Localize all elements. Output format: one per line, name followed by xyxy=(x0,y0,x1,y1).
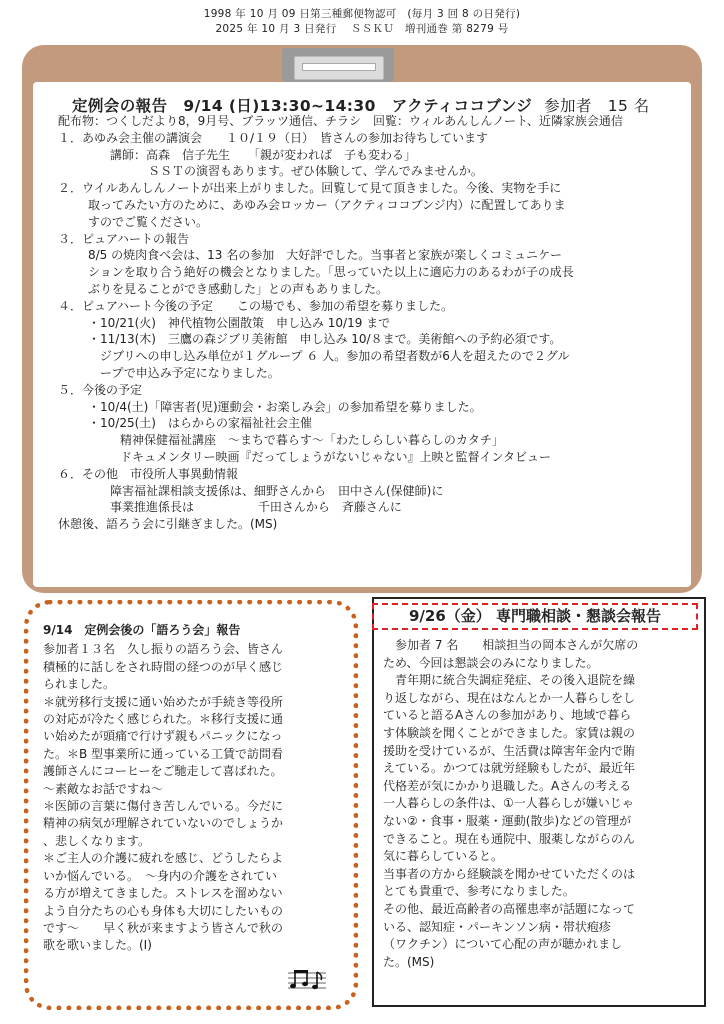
report-line: 障害福祉課相談支援係は、細野さんから 田中さん(保健師)に xyxy=(110,483,444,498)
consult-line: ていると語るAさんの参加があり、地域で暮ら xyxy=(383,708,632,723)
consult-line: とても貴重で、参考になりました。 xyxy=(383,884,575,899)
katarou-section xyxy=(43,622,349,955)
report-line: ４．ピュアハート今後の予定 この場でも、参加の希望を募りました。 xyxy=(58,298,454,313)
katarou-line: 、悲しくなります。 xyxy=(43,833,151,848)
music-notes-icon xyxy=(286,967,328,993)
report-body xyxy=(58,113,688,533)
katarou-line: の対応が冷たく感じられた。＊移行支援に通 xyxy=(43,712,284,727)
consult-line: 代格差が気にかかり退職した。Aさんの考える xyxy=(383,778,632,793)
consult-line: （ワクチン）について心配の声が聴かれまし xyxy=(383,937,623,952)
consult-line: 援助を受けているが、生活費は障害年金内で賄 xyxy=(383,743,636,758)
consult-line: ない②・食事・服薬・運動(散歩)などの管理が xyxy=(383,813,632,828)
consult-line: えている。かつては就労経験もしたが、最近年 xyxy=(383,761,636,776)
consult-line: 気に暮らしていると。 xyxy=(383,849,504,864)
katarou-body xyxy=(43,641,349,954)
katarou-line: ～素敵なお話ですね～ xyxy=(43,781,164,796)
report-line: 取ってみたい方のために、あゆみ会ロッカー（アクティココブンジ内）に配置してありま xyxy=(88,197,566,212)
report-line: ションを取り合う絶好の機会となりました。「思っていた以上に適応力のあるわが子の成長 xyxy=(88,265,574,280)
report-attendance: 参加者 15 名 xyxy=(544,97,650,115)
katarou-line: よう自分たちの心も身体も大切にしたいもの xyxy=(43,903,284,918)
clipboard-clip-slot xyxy=(302,63,376,71)
report-line: ・11/13(木) 三鷹の森ジブリ美術館 申し込み 10/８まで。美術館への予約必須です。 xyxy=(88,332,562,347)
consult-line: 当事者の方から経験談を聞かせていただくのは xyxy=(383,866,636,881)
consult-body xyxy=(383,637,701,971)
katarou-line: 精神の病気が理解されていないのでしょうか xyxy=(43,816,284,831)
consult-line: 参加者 7 名 相談担当の岡本さんが欠席の xyxy=(383,638,639,652)
katarou-line: 歌を歌いました。(I) xyxy=(43,938,152,953)
report-line: ＳＳＴの演習もあります。ぜひ体験して、学んでみませんか。 xyxy=(148,164,483,179)
consult-line: できること。現在も通院中、服薬しながらのん xyxy=(383,831,636,846)
report-line: ドキュメンタリー映画『だってしょうがないじゃない』上映と監督インタビュー xyxy=(120,449,552,464)
katarou-line: ＊医師の言葉に傷付き苦しんでいる。今だに xyxy=(43,799,284,814)
report-line: ープで申込み予定になりました。 xyxy=(88,365,280,380)
report-line: すのでご覧ください。 xyxy=(88,214,209,229)
report-line: ・10/21(火) 神代植物公園散策 申し込み 10/19 まで xyxy=(88,315,391,330)
report-line: ３．ピュアハートの報告 xyxy=(58,231,190,246)
report-line: １．あゆみ会主催の講演会 １０/１９（日） 皆さんの参加お待ちしています xyxy=(58,130,489,145)
katarou-line: られました。 xyxy=(43,677,116,692)
report-venue: アクティココブンジ xyxy=(391,97,533,115)
report-line: ぶりを見ることができ感動した」との声もありました。 xyxy=(88,281,389,296)
report-line: 8/5 の焼肉食べ会は、13 名の参加 大好評でした。当事者と家族が楽しくコミュニケー xyxy=(88,248,562,263)
consult-line: た。(MS) xyxy=(383,954,435,969)
report-line: 事業推進係長は 千田さんから 斉藤さんに xyxy=(110,500,402,515)
consult-line: その他、最近高齢者の高罹患率が話題になって xyxy=(383,901,636,916)
report-datetime: 9/14 (日)13:30~14:30 xyxy=(183,97,376,115)
katarou-line: た。＊B 型事業所に通っている工賃で訪問看 xyxy=(43,746,284,761)
report-line: 講師：高森 信子先生 「親が変われば 子も変わる」 xyxy=(110,147,417,162)
katarou-line: る方が増えてきました。ストレスを溜めない xyxy=(43,886,283,901)
consult-line: 一人暮らしの条件は、①一人暮らしが嫌いじゃ xyxy=(383,796,634,811)
report-line: ジブリへの申し込み単位が１グループ ６ 人。参加の希望者数が6人を超えたので２グル xyxy=(88,349,570,364)
katarou-line: い始めたが頭痛で行けず親もパニックになっ xyxy=(43,729,283,744)
consult-line: す体験談を聞くことができました。家賃は親の xyxy=(383,725,636,740)
katarou-line: いか悩んでいる。 ～身内の介護をされてい xyxy=(43,868,278,883)
report-line: ・10/25(土) はらからの家福祉社会主催 xyxy=(88,416,312,431)
katarou-line: ＊就労移行支援に通い始めたが手続き等役所 xyxy=(43,694,284,709)
report-line: ２．ウイルあんしんノートが出来上がりました。回覧して見て頂きました。今後、実物を手に xyxy=(58,181,562,196)
katarou-line: 護師さんにコーヒーをご馳走して喜ばれた。 xyxy=(43,764,283,779)
consult-title: 9/26（金） 専門職相談・懇談会報告 xyxy=(372,603,698,630)
header-line-1: 1998 年 10 月 09 日第三種郵便物認可 (毎月 3 回 8 の日発行) xyxy=(203,8,521,20)
katarou-line: 参加者１３名 久し振りの語ろう会、皆さん xyxy=(43,642,284,657)
consult-line: ため、今回は懇談会のみになりました。 xyxy=(383,655,599,670)
katarou-line: です～ 早く秋が来ますよう皆さんで秋の xyxy=(43,920,284,935)
consult-line: 青年期に統合失調症発症、その後入退院を繰 xyxy=(383,673,636,688)
report-line: 休憩後、語ろう会に引継ぎました。(MS) xyxy=(58,517,278,532)
header-line-2: 2025 年 10 月 3 日発行 ＳＳＫＵ 増刊通巻 第 8279 号 xyxy=(215,23,509,35)
report-line: ６．その他 市役所人事異動情報 xyxy=(58,466,239,481)
report-line: ５．今後の予定 xyxy=(58,382,143,397)
katarou-title: 9/14 定例会後の「語ろう会」報告 xyxy=(43,623,241,637)
katarou-line: ＊ご主人の介護に疲れを感じ、どうしたらよ xyxy=(43,851,284,866)
katarou-line: 積極的に話しをされ時間の経つのが早く感じ xyxy=(43,659,284,674)
report-line: ・10/4(土)「障害者(児)運動会・お楽しみ会」の参加希望を募りました。 xyxy=(88,399,482,414)
consult-line: いる、認知症・パーキンソン病・帯状疱疹 xyxy=(383,919,611,934)
report-line: 配布物：つくしだより8，9月号、ブラッツ通信、チラシ 回覧：ウィルあんしんノート、近隣家族会通信 xyxy=(58,114,623,128)
report-title: 定例会の報告 xyxy=(72,97,168,115)
report-line: 精神保健福祉講座 ～まちで暮らす～「わたしらしい暮らしのカタチ」 xyxy=(120,433,504,448)
consult-line: り返しながら、現在はなんとか一人暮らしをし xyxy=(383,690,636,705)
